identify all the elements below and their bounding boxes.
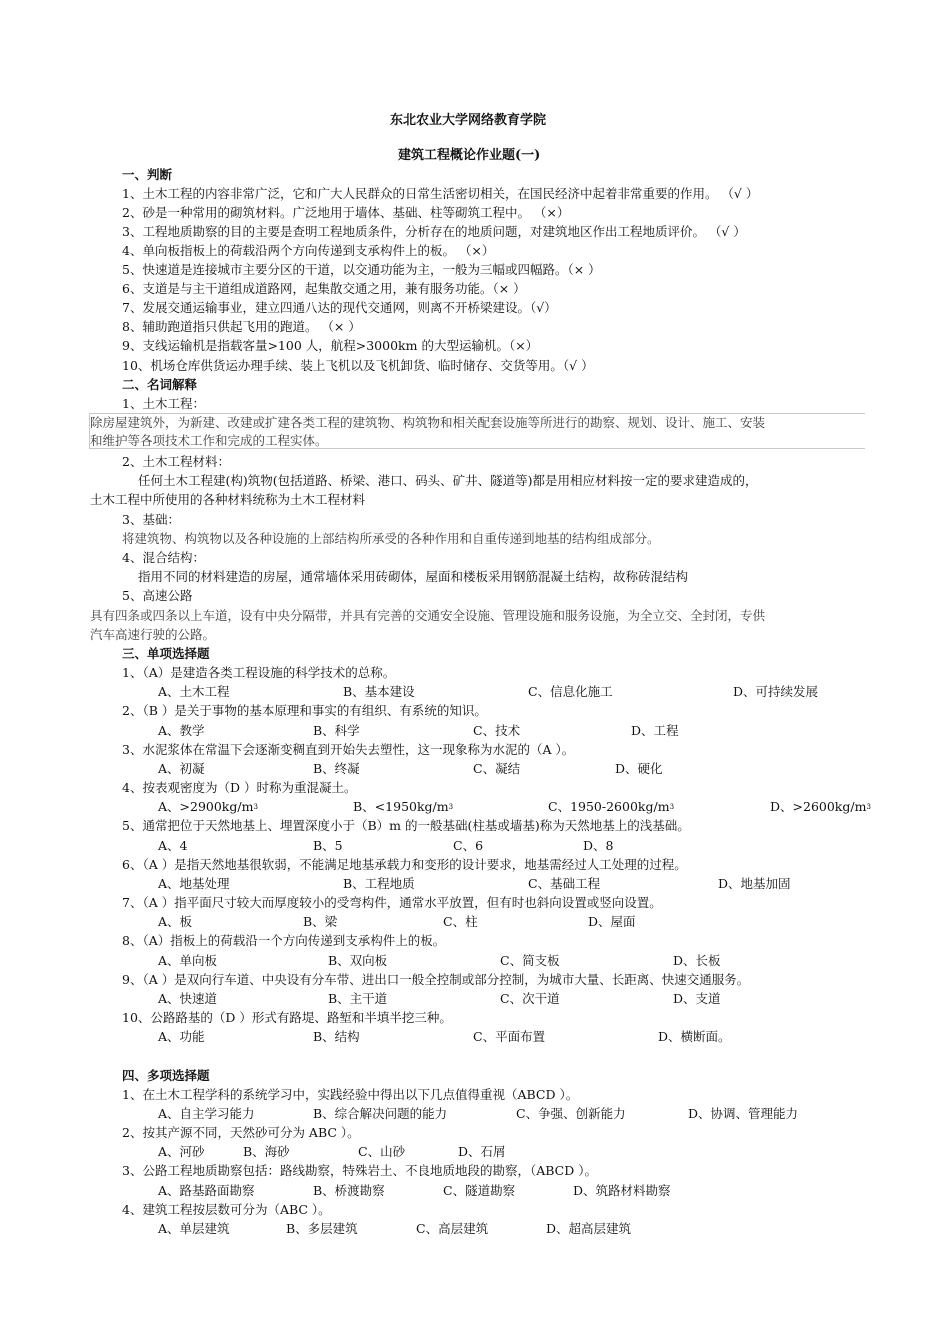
option: D、地基加固 xyxy=(718,876,791,891)
judgment-item: 4、单向板指板上的荷载沿两个方向传递到支承构件上的板。 （×） xyxy=(122,243,495,258)
option: A、快速道 xyxy=(158,991,218,1006)
option: D、支道 xyxy=(673,991,721,1006)
option: A、土木工程 xyxy=(158,684,230,699)
school-name: 东北农业大学网络教育学院 xyxy=(390,113,547,128)
question: 1、（A）是建造各类工程设施的科学技术的总称。 xyxy=(122,665,396,680)
option: C、平面布置 xyxy=(473,1029,546,1044)
option: C、技术 xyxy=(473,723,521,738)
term-definition: 指用不同的材料建造的房屋，通常墙体采用砖砌体，屋面和楼板采用钢筋混凝土结构，故称砖混结构 xyxy=(138,569,689,584)
option: D、$>2600kg/m^3$ xyxy=(770,799,871,814)
term-definition: 汽车高速行驶的公路。 xyxy=(90,627,216,642)
term-label: 3、基础： xyxy=(122,512,180,527)
option: A、单层建筑 xyxy=(158,1221,230,1236)
option: B、工程地质 xyxy=(343,876,415,891)
term-label: 5、高速公路 xyxy=(122,588,193,603)
option: C、简支板 xyxy=(500,953,560,968)
term-definition: 和维护等各项技术工作和完成的工程实体。 xyxy=(90,433,328,448)
term-label: 2、土木工程材料： xyxy=(122,454,230,469)
option: C、凝结 xyxy=(473,761,521,776)
option: D、长板 xyxy=(673,953,721,968)
section-heading-terms: 二、名词解释 xyxy=(122,377,198,392)
option: B、科学 xyxy=(313,723,360,738)
term-definition: 任何土木工程建(构)筑物(包括道路、桥梁、港口、码头、矿井、隧道等)都是用相应材料按一定的要求建造成的， xyxy=(138,473,758,488)
option: A、板 xyxy=(158,914,193,929)
option: D、横断面。 xyxy=(658,1029,731,1044)
term-label: 4、混合结构： xyxy=(122,550,205,565)
term-label: 1、土木工程： xyxy=(122,396,205,411)
option: B、桥渡勘察 xyxy=(313,1183,385,1198)
question: 2、（B ）是关于事物的基本原理和事实的有组织、有系统的知识。 xyxy=(122,703,487,718)
option: A、教学 xyxy=(158,723,205,738)
question: 9、（A ）是双向行车道、中央设有分车带、进出口一般全控制或部分控制，为城市大量、长距离、快速交通服务。 xyxy=(122,972,750,987)
option: C、争强、创新能力 xyxy=(516,1106,626,1121)
judgment-item: 6、支道是与主干道组成道路网，起集散交通之用，兼有服务功能。（× ） xyxy=(122,281,526,296)
term-definition: 除房屋建筑外，为新建、改建或扩建各类工程的建筑物、构筑物和相关配套设施等所进行的勘察、规划、设计、施工、安装 xyxy=(90,415,766,430)
page-title: 建筑工程概论作业题(一) xyxy=(398,148,541,163)
option: A、地基处理 xyxy=(158,876,230,891)
option: A、$>2900kg/m^3$ xyxy=(158,799,258,814)
option: A、路基路面勘察 xyxy=(158,1183,255,1198)
option: D、筑路材料勘察 xyxy=(573,1183,671,1198)
option: B、多层建筑 xyxy=(286,1221,358,1236)
option: A、河砂 xyxy=(158,1144,205,1159)
term-definition: 将建筑物、构筑物以及各种设施的上部结构所承受的各种作用和自重传递到地基的结构组成部分。 xyxy=(122,531,660,546)
option: C、高层建筑 xyxy=(416,1221,489,1236)
question: 2、按其产源不同，天然砂可分为 ABC ）。 xyxy=(122,1125,360,1140)
option: B、$<1950kg/m^3$ xyxy=(353,799,454,814)
section-heading-multi-choice: 四、多项选择题 xyxy=(122,1068,210,1083)
option: D、可持续发展 xyxy=(733,684,819,699)
question: 8、（A）指板上的荷载沿一个方向传递到支承构件上的板。 xyxy=(122,933,446,948)
option: B、海砂 xyxy=(243,1144,290,1159)
option: B、终凝 xyxy=(313,761,360,776)
option: C、隧道勘察 xyxy=(443,1183,516,1198)
judgment-item: 1、土木工程的内容非常广泛，它和广大人民群众的日常生活密切相关，在国民经济中起着非常重要的作用。 （√ ） xyxy=(122,186,759,201)
question: 4、按表观密度为（D ）时称为重混凝土。 xyxy=(122,780,357,795)
option: B、主干道 xyxy=(328,991,388,1006)
section-heading-single-choice: 三、单项选择题 xyxy=(122,646,210,661)
option: C、信息化施工 xyxy=(528,684,613,699)
option: A、初凝 xyxy=(158,761,205,776)
option: D、工程 xyxy=(631,723,679,738)
section-heading-judgment: 一、判断 xyxy=(122,167,173,182)
question: 10、公路路基的（D ）形式有路堤、路堑和半填半挖三种。 xyxy=(122,1010,452,1025)
option: B、双向板 xyxy=(328,953,388,968)
option: A、自主学习能力 xyxy=(158,1106,255,1121)
option: B、基本建设 xyxy=(343,684,415,699)
option: D、协调、管理能力 xyxy=(688,1106,799,1121)
option: D、8 xyxy=(583,838,614,853)
judgment-item: 5、快速道是连接城市主要分区的干道，以交通功能为主，一般为三幅或四幅路。（× ） xyxy=(122,262,601,277)
question: 3、水泥浆体在常温下会逐渐变稠直到开始失去塑性，这一现象称为水泥的（A ）。 xyxy=(122,742,575,757)
judgment-item: 8、辅助跑道指只供起飞用的跑道。 （× ） xyxy=(122,319,361,334)
option: D、石屑 xyxy=(458,1144,506,1159)
judgment-item: 3、工程地质勘察的目的主要是查明工程地质条件，分析存在的地质问题，对建筑地区作出工程地质评价。 （√ ） xyxy=(122,224,746,239)
option: C、山砂 xyxy=(358,1144,406,1159)
option: A、4 xyxy=(158,838,188,853)
option: C、基础工程 xyxy=(528,876,601,891)
option: C、$1950-2600kg/m^3$ xyxy=(548,799,675,814)
question: 1、在土木工程学科的系统学习中，实践经验中得出以下几点值得重视（ABCD ）。 xyxy=(122,1087,579,1102)
option: B、结构 xyxy=(313,1029,360,1044)
judgment-item: 9、支线运输机是指载客量>100 人，航程>3000km 的大型运输机。（×） xyxy=(122,338,539,353)
question: 6、（A ）是指天然地基很软弱，不能满足地基承载力和变形的设计要求，地基需经过人工处理的过程。 xyxy=(122,857,687,872)
option: A、单向板 xyxy=(158,953,218,968)
term-definition: 土木工程中所使用的各种材料统称为土木工程材料 xyxy=(90,492,366,507)
judgment-item: 2、砂是一种常用的砌筑材料。广泛地用于墙体、基础、柱等砌筑工程中。 （×） xyxy=(122,205,570,220)
option: D、超高层建筑 xyxy=(546,1221,632,1236)
judgment-item: 10、机场仓库供货运办理手续、装上飞机以及飞机卸货、临时储存、交货等用。（√ ） xyxy=(122,358,594,373)
option: C、次干道 xyxy=(500,991,560,1006)
option: B、梁 xyxy=(303,914,338,929)
question: 4、建筑工程按层数可分为（ABC ）。 xyxy=(122,1202,331,1217)
option: B、综合解决问题的能力 xyxy=(313,1106,448,1121)
term-definition: 具有四条或四条以上车道，设有中央分隔带，并具有完善的交通安全设施、管理设施和服务设施，为全立交、全封闭，专供 xyxy=(90,608,766,623)
option: A、功能 xyxy=(158,1029,205,1044)
judgment-item: 7、发展交通运输事业，建立四通八达的现代交通网，则离不开桥梁建设。（√） xyxy=(122,300,557,315)
option: C、6 xyxy=(453,838,484,853)
option: C、柱 xyxy=(443,914,478,929)
option: B、5 xyxy=(313,838,343,853)
option: D、硬化 xyxy=(615,761,663,776)
option: D、屋面 xyxy=(588,914,636,929)
question: 3、公路工程地质勘察包括：路线勘察，特殊岩土、不良地质地段的勘察，（ABCD ）。 xyxy=(122,1163,597,1178)
question: 7、（A ）指平面尺寸较大而厚度较小的受弯构件，通常水平放置，但有时也斜向设置或竖向设置。 xyxy=(122,895,662,910)
question: 5、通常把位于天然地基上、埋置深度小于（B）m 的一般基础(柱基或墙基)称为天然地基上的浅基础。 xyxy=(122,818,690,833)
